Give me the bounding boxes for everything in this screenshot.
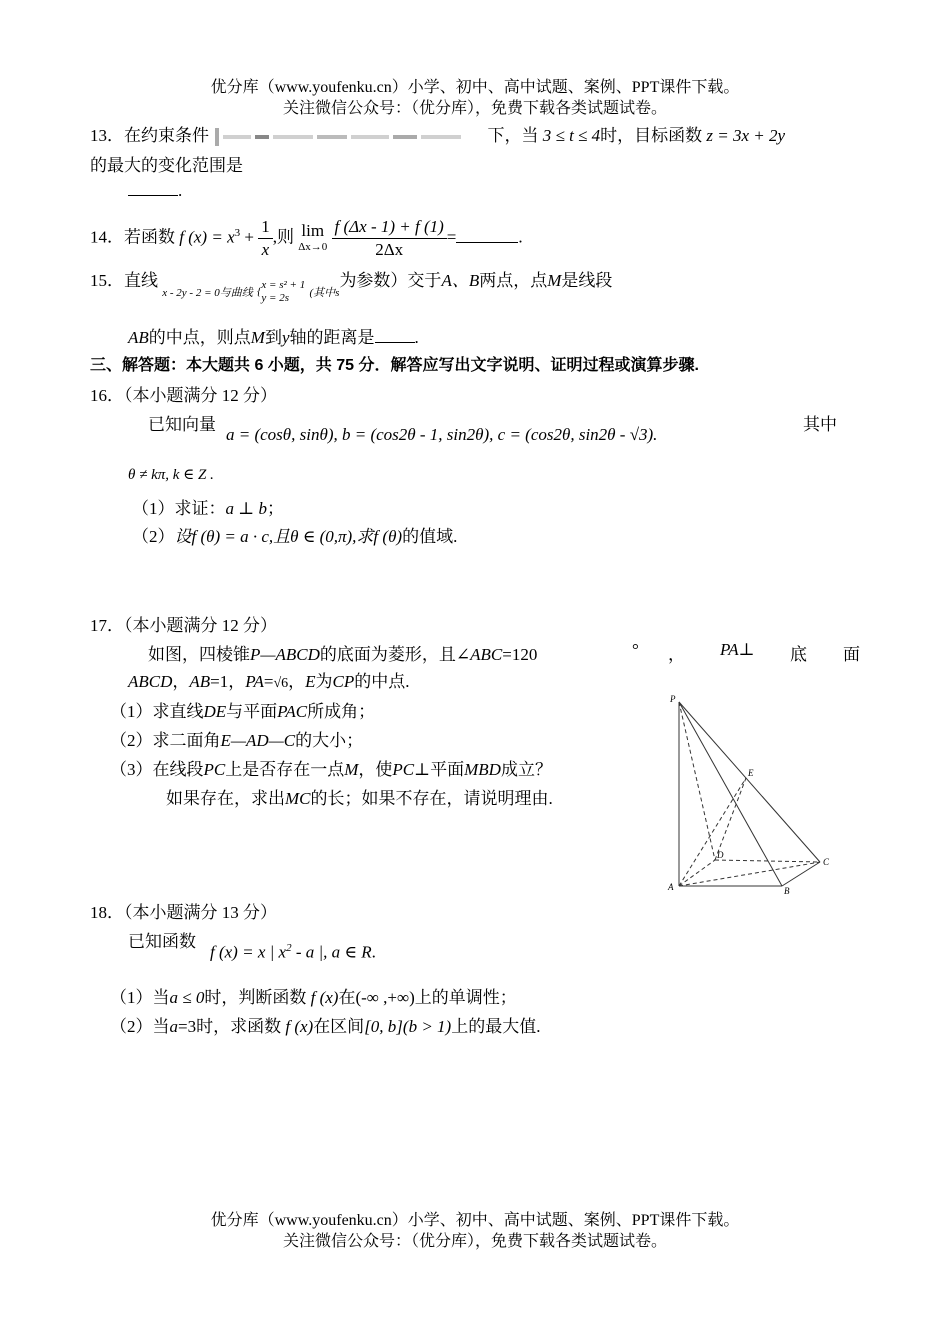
edge-PC bbox=[679, 702, 820, 862]
q15-line-eq: x - 2y - 2 = 0与曲线 bbox=[162, 287, 253, 299]
q14-lim-fraction bbox=[332, 216, 447, 261]
q14-number: 14． bbox=[90, 227, 124, 247]
q17-pa: PA bbox=[720, 640, 739, 659]
q17-sqrt6: √6 bbox=[273, 676, 289, 691]
q17-p3l2-mc: MC bbox=[285, 789, 311, 808]
q14-end: . bbox=[518, 227, 523, 247]
q17-l2c: AB bbox=[189, 672, 211, 691]
q17-intro-c: 的底面为菱形，且∠ bbox=[319, 645, 471, 664]
q17-p1-a: （1）求直线 bbox=[110, 702, 204, 721]
q17-p3l2-b: 的长；如果不存在，请说明理由. bbox=[310, 789, 553, 808]
q15-l2f: 轴的距离是 bbox=[289, 328, 375, 347]
q18-p2-d: 上的最大值. bbox=[451, 1017, 541, 1036]
q15-m: M bbox=[547, 271, 562, 290]
q15-l2e: y bbox=[281, 328, 290, 347]
q15-number: 15． bbox=[90, 271, 124, 290]
q16-vectors: a = (cosθ, sinθ), b = (cos2θ - 1, sin2θ), c = (cos2θ, sin2θ - √3). bbox=[226, 425, 658, 444]
q17-p2-b: 的大小； bbox=[295, 731, 364, 750]
label-B: B bbox=[784, 886, 790, 896]
q17-l2k: 的中点. bbox=[354, 672, 410, 691]
q16-p1-label: （1）求证： bbox=[132, 499, 226, 518]
q15-prefix: 直线 bbox=[124, 271, 158, 290]
q16-p1-end: ； bbox=[267, 499, 284, 518]
q17-intro-d: ABC bbox=[470, 645, 503, 664]
q14-then: ,则 bbox=[272, 227, 294, 247]
q13-end: . bbox=[178, 181, 183, 200]
q16-p2-label: （2） bbox=[132, 527, 175, 546]
q14-prefix: 若函数 bbox=[124, 227, 175, 247]
question-15 bbox=[90, 266, 613, 305]
q17-mian: 面 bbox=[843, 645, 860, 664]
label-E: E bbox=[748, 768, 754, 778]
label-D: D bbox=[717, 850, 724, 860]
q13-answer-line bbox=[128, 180, 182, 201]
q18-p1-int: (-∞ ,+∞) bbox=[355, 988, 415, 1007]
q15-ab: A、B bbox=[441, 271, 480, 290]
q14-eq: = bbox=[446, 227, 457, 247]
q18-func-dot: . bbox=[371, 942, 376, 962]
q14-frac-num: 1 bbox=[258, 216, 273, 239]
q17-intro-e: =120 bbox=[502, 645, 538, 664]
q18-p2-b: 时，求函数 bbox=[196, 1017, 282, 1036]
q17-p3-mbd: MBD bbox=[464, 760, 501, 779]
q15-end: . bbox=[414, 328, 419, 347]
q15-blank bbox=[375, 327, 415, 343]
q18-p2-eq: =3 bbox=[178, 1017, 197, 1036]
q17-perp: ⊥ bbox=[738, 640, 755, 659]
q17-intro-a: 如图，四棱锥 bbox=[148, 645, 250, 664]
q17-p3-c: ，使 bbox=[358, 760, 393, 779]
constraint-image bbox=[213, 126, 483, 148]
q18-p2-f: f (x) bbox=[285, 1017, 314, 1036]
edge-PB bbox=[679, 702, 782, 886]
seg-AE bbox=[679, 778, 746, 886]
q15-system: { x = s² + 1 y = 2s bbox=[257, 279, 306, 305]
q15-l2d: 到 bbox=[264, 328, 282, 347]
diag-AC bbox=[679, 862, 820, 886]
q14-func-lhs: f (x) = x bbox=[179, 227, 235, 247]
q17-l2a: ABCD bbox=[128, 672, 173, 691]
q17-p3-e: 成立？ bbox=[500, 760, 552, 779]
q18-p1-d: 上的单调性； bbox=[414, 988, 517, 1007]
edge-AD bbox=[679, 860, 715, 886]
q18-p2-int: [0, b](b > 1) bbox=[364, 1017, 452, 1036]
q18-intro: 已知函数 bbox=[128, 932, 196, 951]
q18-func bbox=[210, 942, 376, 963]
q17-l2i: 为 bbox=[315, 672, 333, 691]
q17-p1-pac: PAC bbox=[277, 702, 308, 721]
q13-line2: 的最大的变化范围是 bbox=[90, 156, 243, 175]
q13-number: 13． bbox=[90, 126, 124, 145]
q17-line2 bbox=[128, 667, 410, 692]
seg-DE bbox=[715, 778, 746, 860]
q17-part1 bbox=[110, 697, 375, 722]
q15-sys1: x = s² + 1 bbox=[261, 279, 306, 292]
q14-lim-den: 2Δx bbox=[375, 240, 404, 260]
q15-l2c: M bbox=[250, 328, 265, 347]
q17-intro-b: P—ABCD bbox=[250, 645, 320, 664]
q17-p3-a: （3）在线段 bbox=[110, 760, 204, 779]
q18-p1-b: 时，判断函数 bbox=[204, 988, 307, 1007]
q17-comma: ， bbox=[668, 645, 685, 664]
edge-BC bbox=[782, 862, 820, 886]
q18-p1-c: 在 bbox=[338, 988, 356, 1007]
label-A: A bbox=[668, 882, 674, 892]
q13-func: z = 3x + 2y bbox=[706, 126, 786, 145]
q16-tail: 其中 bbox=[803, 415, 837, 434]
section-3-title: 三、解答题：本大题共 6 小题，共 75 分．解答应写出文字说明、证明过程或演算步骤. bbox=[90, 357, 699, 374]
q17-p1-de: DE bbox=[203, 702, 227, 721]
q18-p1-cond: a ≤ 0 bbox=[169, 988, 205, 1007]
q16-part2 bbox=[132, 522, 457, 547]
q14-lim-sub: Δx→0 bbox=[298, 240, 328, 253]
q13-mid: 时，目标函数 bbox=[600, 126, 703, 145]
q16-part1 bbox=[132, 494, 284, 519]
q17-part3 bbox=[110, 755, 552, 780]
q14-blank bbox=[456, 227, 518, 243]
label-P: P bbox=[670, 694, 676, 704]
q15-l2a: AB bbox=[128, 328, 149, 347]
q14-exp: 3 bbox=[234, 227, 241, 239]
q15-suffix: 为参数）交于 bbox=[339, 271, 442, 290]
question-14 bbox=[90, 208, 523, 263]
q17-intro bbox=[148, 640, 860, 665]
q17-deg: ° bbox=[632, 640, 639, 659]
q17-p3-m: M bbox=[344, 760, 359, 779]
q18-part1 bbox=[110, 983, 517, 1008]
q18-p1-a: （1）当 bbox=[110, 988, 170, 1007]
footer-line-2: 关注微信公众号：（优分库），免费下载各类试题试卷。 bbox=[282, 1233, 667, 1250]
q17-l2j: CP bbox=[332, 672, 355, 691]
q18-func-exp: 2 bbox=[286, 942, 292, 954]
q13-suffix: 下，当 bbox=[487, 126, 539, 145]
pyramid-figure bbox=[660, 690, 840, 900]
q17-di: 底 bbox=[790, 645, 807, 664]
q17-p3-pc2: PC bbox=[392, 760, 415, 779]
q17-p3-b: 上是否存在一点 bbox=[225, 760, 345, 779]
q18-func-a: f (x) = x | x bbox=[210, 942, 287, 962]
q17-l2b: ， bbox=[172, 672, 190, 691]
q16-header: 16．（本小题满分 12 分） bbox=[90, 386, 277, 405]
q17-p1-b: 与平面 bbox=[226, 702, 278, 721]
q17-header: 17．（本小题满分 12 分） bbox=[90, 616, 277, 635]
q18-p2-a: （2）当 bbox=[110, 1017, 170, 1036]
q18-func-tail: - a |, a ∈ R bbox=[295, 942, 372, 962]
q16-intro: 已知向量 bbox=[148, 415, 216, 434]
header-line-1: 优分库（www.youfenku.cn）小学、初中、高中试题、案例、PPT课件下载。 bbox=[210, 79, 740, 96]
q14-lim-text: lim bbox=[301, 220, 325, 240]
q14-lim-num: f (Δx - 1) + f (1) bbox=[332, 216, 447, 239]
q18-header: 18．（本小题满分 13 分） bbox=[90, 903, 277, 922]
footer-line-1: 优分库（www.youfenku.cn）小学、初中、高中试题、案例、PPT课件下载。 bbox=[210, 1212, 740, 1229]
q16-p2-expr: 设f (θ) = a · c,且θ ∈ (0,π),求f (θ) bbox=[174, 527, 403, 546]
q15-tail-small: (其中s bbox=[309, 287, 340, 299]
q15-line2 bbox=[128, 323, 419, 348]
q18-p1-f: f (x) bbox=[310, 988, 339, 1007]
q18-p2-c: 在区间 bbox=[313, 1017, 365, 1036]
q14-frac-den: x bbox=[261, 240, 270, 260]
q17-l2e: PA bbox=[245, 672, 264, 691]
q17-part2 bbox=[110, 726, 363, 751]
q17-p3l2-a: 如果存在，求出 bbox=[166, 789, 285, 808]
q17-p1-c: 所成角； bbox=[307, 702, 376, 721]
q13-range: 3 ≤ t ≤ 4 bbox=[542, 126, 601, 145]
q18-part2 bbox=[110, 1012, 540, 1037]
q17-l2g: ， bbox=[288, 672, 306, 691]
q14-fraction bbox=[258, 216, 273, 261]
q14-limit bbox=[298, 220, 328, 255]
header-line-2: 关注微信公众号：（优分库），免费下载各类试题试卷。 bbox=[282, 100, 667, 117]
q15-l2b: 的中点，则点 bbox=[148, 328, 251, 347]
q16-p2-end: 的值域. bbox=[402, 527, 458, 546]
q15-sys2: y = 2s bbox=[261, 292, 290, 305]
q17-p3-d: ⊥平面 bbox=[414, 760, 465, 779]
q14-plus: + bbox=[244, 227, 254, 247]
question-13 bbox=[90, 121, 785, 148]
q17-l2d: =1， bbox=[210, 672, 246, 691]
q17-p2-ead: E—AD—C bbox=[220, 731, 296, 750]
q13-blank bbox=[128, 180, 178, 196]
q17-l2f: = bbox=[263, 672, 274, 691]
label-C: C bbox=[823, 857, 830, 867]
q17-p3-pc: PC bbox=[203, 760, 226, 779]
q17-l2h: E bbox=[305, 672, 316, 691]
q13-prefix: 在约束条件 bbox=[124, 126, 209, 145]
q17-part3-line2 bbox=[166, 784, 553, 809]
q18-p2-cond: a bbox=[169, 1017, 178, 1036]
q16-condition: θ ≠ kπ, k ∈ Z . bbox=[128, 467, 214, 483]
q15-mid: 两点，点 bbox=[479, 271, 548, 290]
q17-p2-a: （2）求二面角 bbox=[110, 731, 221, 750]
q15-after-m: 是线段 bbox=[561, 271, 613, 290]
q16-p1-expr: a ⊥ b bbox=[225, 499, 267, 518]
